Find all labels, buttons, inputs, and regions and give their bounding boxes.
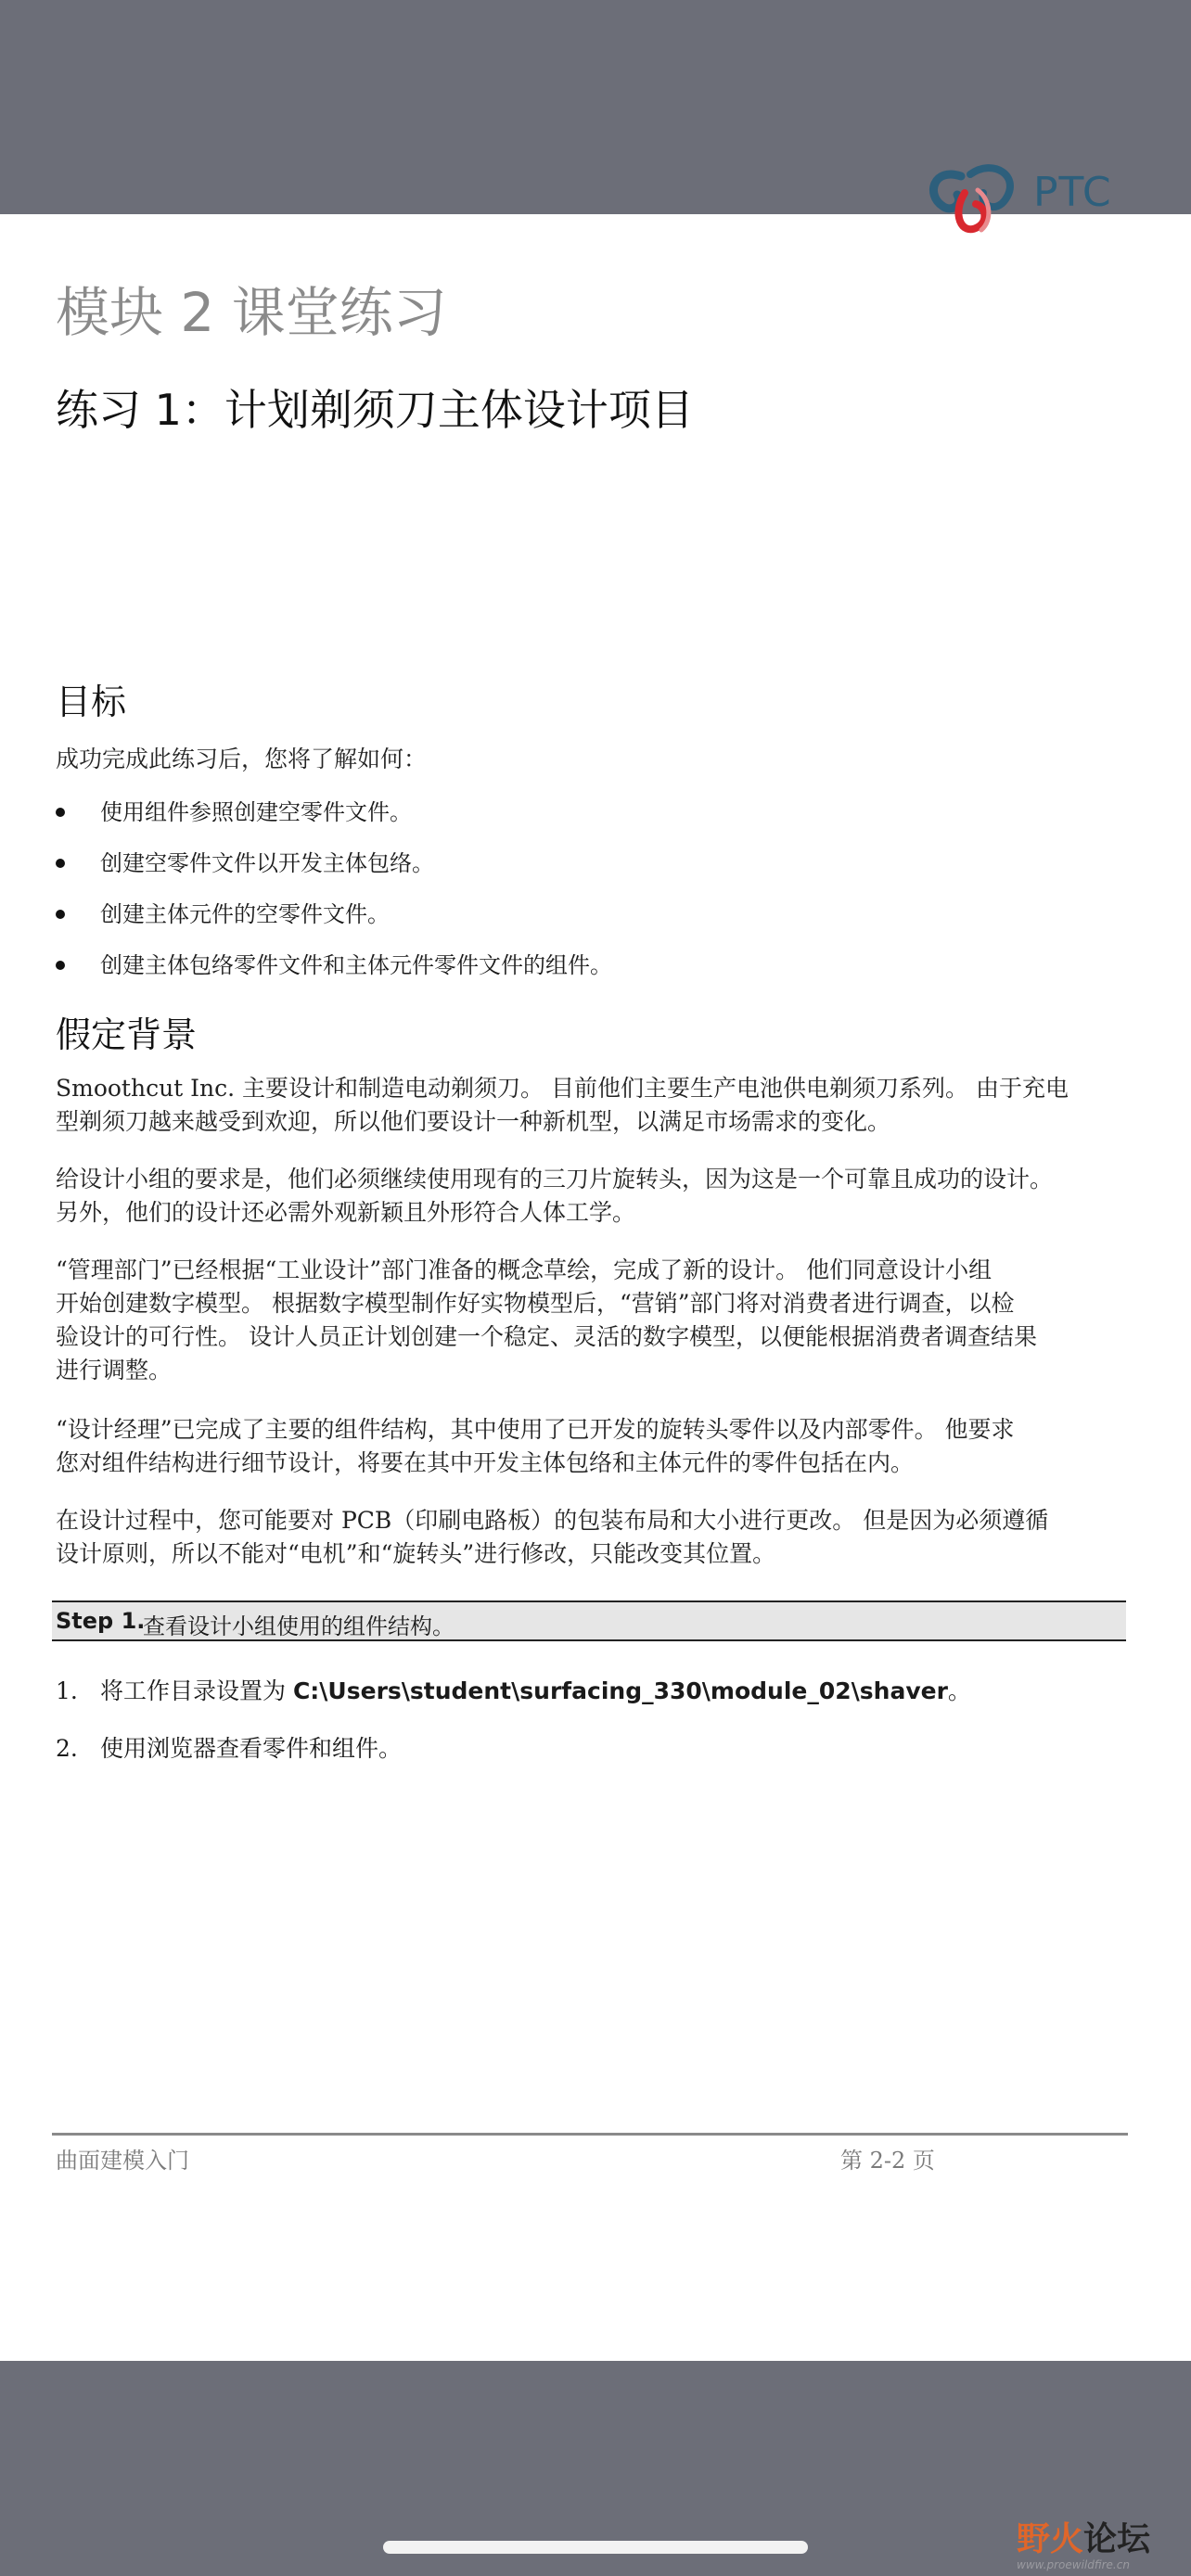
scenario-paragraph-3: “管理部门”已经根据“工业设计”部门准备的概念草绘，完成了新的设计。 他们同意设计小组 开始创建数字模型。 根据数字模型制作好实物模型后，“营销”部门将对消费者进行调查，以检 验设计的可行性。 设计人员正计划创建一个稳定、灵活的数字模型，以便能根据消费者调查结果 进行调整。 [56,1256,1037,1384]
module-title: 模块 2 课堂练习 [56,281,447,344]
bullet-icon [56,859,65,868]
footer-book-title: 曲面建模入门 [56,2148,189,2174]
list-item: 使用组件参照创建空零件文件。 [56,796,1076,847]
list-item: 创建空零件文件以开发主体包络。 [56,847,1076,898]
scenario-heading: 假定背景 [56,1014,198,1055]
bullet-icon [56,910,65,919]
working-directory-path: C:\Users\student\surfacing_330\module_02\shaver [292,1677,948,1704]
instruction-2: 2. 使用浏览器查看零件和组件。 [56,1735,403,1762]
ptc-logo-mark-icon [924,148,1033,241]
home-indicator[interactable] [383,2541,808,2554]
step-text: 查看设计小组使用的组件结构。 [143,1613,455,1639]
logo-text: PTC [1033,169,1112,216]
objectives-list [56,796,1076,1000]
ptc-logo [924,148,1128,241]
objectives-intro: 成功完成此练习后，您将了解如何： [56,746,428,772]
scenario-paragraph-4: “设计经理”已完成了主要的组件结构，其中使用了已开发的旋转头零件以及内部零件。 他要求 您对组件结构进行细节设计，将要在其中开发主体包络和主体元件的零件包括在内。 [56,1416,1015,1476]
bullet-icon [56,808,65,817]
scenario-paragraph-1: Smoothcut Inc. 主要设计和制造电动剃须刀。 目前他们主要生产电池供电剃须刀系列。 由于充电 型剃须刀越来越受到欢迎，所以他们要设计一种新机型，以满足市场需求的变化。 [56,1075,1069,1135]
exercise-title: 练习 1：计划剃须刀主体设计项目 [56,385,694,435]
step-label: Step 1. [56,1608,146,1634]
scenario-paragraph-2: 给设计小组的要求是，他们必须继续使用现有的三刀片旋转头，因为这是一个可靠且成功的设计。 另外，他们的设计还必需外观新颖且外形符合人体工学。 [56,1166,1054,1226]
footer-page-number: 第 2-2 页 [840,2148,935,2174]
scenario-paragraph-5: 在设计过程中，您可能要对 PCB（印刷电路板）的包装布局和大小进行更改。 但是因为必须遵循 设计原则，所以不能对“电机”和“旋转头”进行修改，只能改变其位置。 [56,1507,1049,1567]
footer-divider [52,2133,1128,2136]
instruction-1: 1. 将工作目录设置为 C:\Users\student\surfacing_330\module_02\shaver。 [56,1677,971,1704]
bullet-icon [56,961,65,970]
forum-watermark: 野火论坛 www.proewildfire.cn [1017,2520,1151,2571]
objectives-heading: 目标 [56,682,127,722]
list-item: 创建主体元件的空零件文件。 [56,898,1076,949]
list-item: 创建主体包络零件文件和主体元件零件文件的组件。 [56,949,1076,1000]
step-box [52,1600,1126,1641]
